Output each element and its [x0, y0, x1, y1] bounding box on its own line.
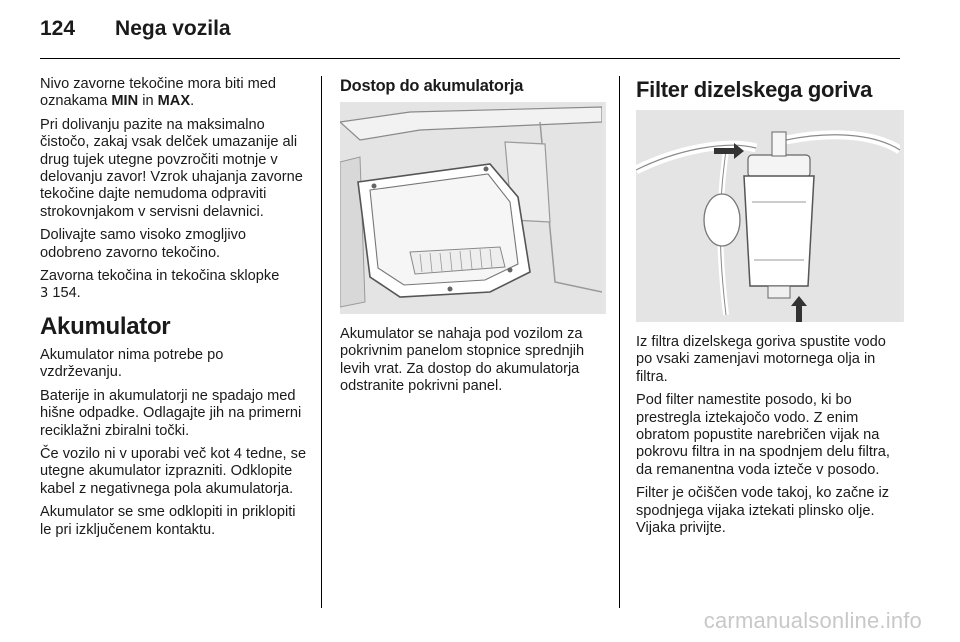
text-run: Zavorna tekočina in tekočina sklopke	[40, 268, 280, 285]
column-divider	[619, 76, 620, 608]
section-title-akumulator: Akumulator	[40, 312, 171, 340]
chapter-title: Nega vozila	[115, 17, 231, 40]
page-reference-link[interactable]: 154.	[48, 285, 81, 302]
paragraph-filter-clean: Filter je očiščen vode takoj, ko začne iz spodnjega vijaka iztekati plinsko olje. Vijaka privijte.	[636, 485, 890, 537]
step-panel-drawing	[340, 102, 602, 314]
paragraph-approved-fluid: Dolivajte samo visoko zmogljivo odobreno zavorno tekočino.	[40, 227, 247, 261]
column-right	[636, 76, 904, 543]
max-mark: MAX	[157, 93, 191, 110]
text-run: .	[190, 93, 195, 110]
diesel-filter-illustration	[636, 110, 904, 322]
page-header	[40, 14, 231, 44]
paragraph-drain-water: Iz filtra dizelskega goriva spustite vodo po vsaki zamenjavi motornega olja in filtra.	[636, 334, 886, 385]
column-divider	[321, 76, 322, 608]
column-middle	[340, 76, 606, 402]
page-number: 124	[40, 17, 76, 40]
battery-cover-illustration	[340, 102, 606, 314]
text-run: in	[138, 93, 158, 110]
paragraph-battery-location: Akumulator se nahaja pod vozilom za pokrivnim panelom stopnice sprednjih levih vrat. Za dostop do akumulatorja odstranite pokrivni panel.	[340, 326, 585, 395]
paragraph-disconnect: Akumulator se sme odklopiti in priklopiti le pri izključenem kontaktu.	[40, 504, 296, 538]
text-run: Nivo zavorne tekočine mora biti med oznakama	[40, 76, 277, 110]
paragraph-container-screw: Pod filter namestite posodo, ki bo prestregla iztekajočo vodo. Z enim obratom popustite narebričen vijak na pokrovu filtra in na spodnjem delu filtra, da remanentna voda izteče v posodo.	[636, 392, 890, 478]
paragraph-disposal: Baterije in akumulatorji ne spadajo med hišne odpadke. Odlagajte jih na primerni reciklažni zbiralni točki.	[40, 387, 302, 439]
page-reference-icon: 3	[40, 286, 49, 302]
paragraph-refilling: Pri dolivanju pazite na maksimalno čistočo, zakaj vsak delček umazanije ali drug tujek utegne povzročiti motnje v delovanju zavor! Vzrok uhajanja zavorne tekočine dajte nemudoma odpraviti strokovnjakom v servisni delavnici.	[40, 116, 303, 220]
paragraph-discharge: Če vozilo ni v uporabi več kot 4 tedne, se utegne akumulator izprazniti. Odklopite kabel z negativnega pola akumulatorja.	[40, 445, 307, 497]
header-rule	[40, 58, 900, 59]
paragraph-fluid-reference	[40, 268, 308, 303]
filter-drawing	[636, 110, 900, 322]
section-title-diesel-filter: Filter dizelskega goriva	[636, 77, 873, 102]
paragraph-maintenance-free: Akumulator nima potrebe po vzdrževanju.	[40, 346, 224, 381]
column-left	[40, 76, 308, 545]
section-title-battery-access: Dostop do akumulatorja	[340, 77, 524, 95]
min-mark: MIN	[111, 93, 139, 110]
paragraph-brake-fluid-level	[40, 76, 308, 111]
watermark: carmanualsonline.info	[703, 608, 922, 633]
